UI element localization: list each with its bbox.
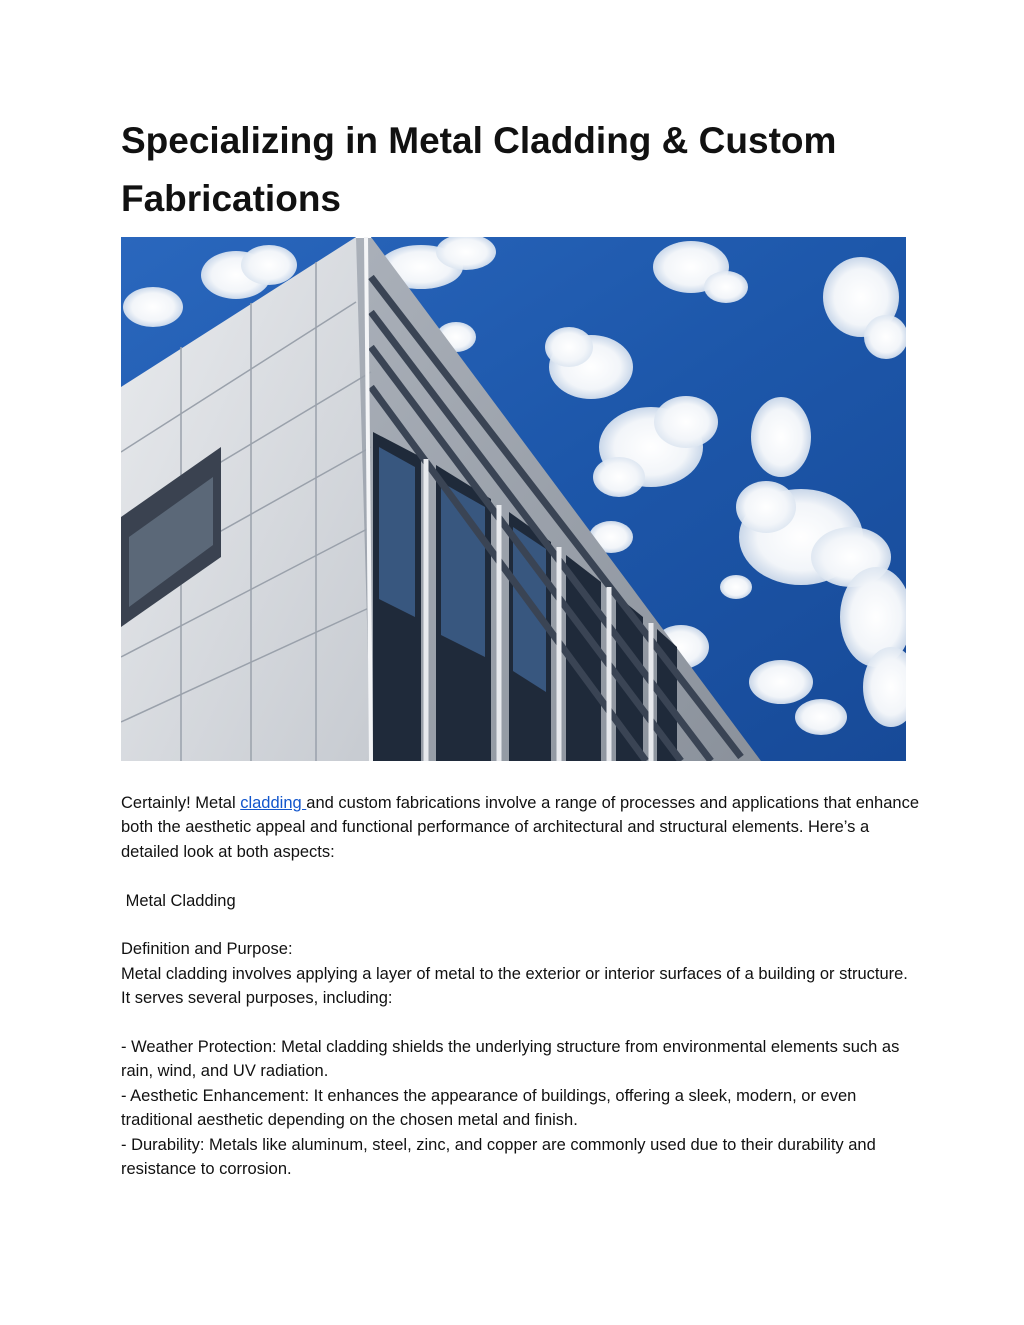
bullet-weather-protection: - Weather Protection: Metal cladding shields the underlying structure from environmental elements such as rain, wind, and UV radiation. xyxy=(121,1038,900,1081)
section-heading: Metal Cladding xyxy=(121,891,236,910)
definition-heading: Definition and Purpose: xyxy=(121,940,293,959)
bullet-durability: - Durability: Metals like aluminum, steel, zinc, and copper are commonly used due to their durability and resistance to corrosion. xyxy=(121,1135,876,1179)
bullet-aesthetic-enhancement: - Aesthetic Enhancement: It enhances the appearance of buildings, offering a sleek, modern, or even traditional aesthetic depending on the chosen metal and finish. xyxy=(121,1086,857,1130)
intro-text-start: Certainly! Metal xyxy=(121,794,241,812)
intro-paragraph xyxy=(121,791,921,864)
definition-paragraph: Metal cladding involves applying a layer of metal to the exterior or interior surfaces of a building or structure. It serves several purposes, including: xyxy=(121,964,908,1008)
building-cladding-photo xyxy=(121,237,906,761)
cladding-link[interactable]: cladding xyxy=(240,794,307,812)
intro-text-end: and custom fabrications involve a range of processes and applications that enhance both the aesthetic appeal and functional performance of architectural and structural elements. Here’s a detailed look at both aspects: xyxy=(121,794,919,861)
page-title: Specializing in Metal Cladding & Custom Fabrications xyxy=(121,120,837,219)
article-body xyxy=(121,791,921,1181)
